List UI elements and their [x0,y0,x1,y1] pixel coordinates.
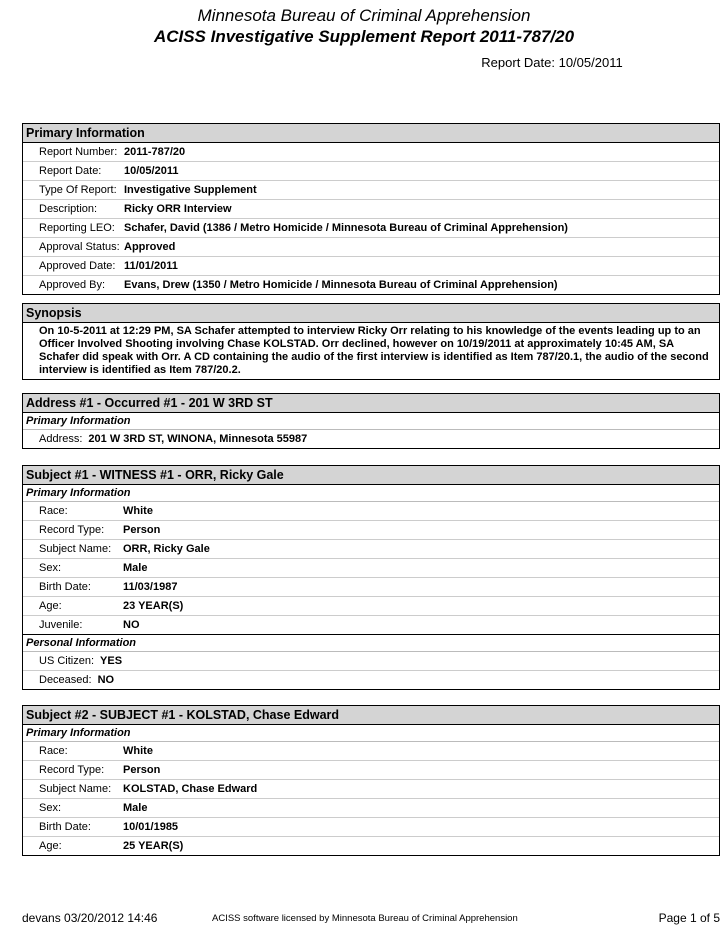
field-value: NO [97,674,115,686]
field-row [23,200,719,219]
subject2-section [22,705,720,856]
field-value: KOLSTAD, Chase Edward [123,783,258,795]
field-value: Approved [124,241,176,253]
report-date-line: Report Date: 10/05/2011 [481,55,623,70]
section-heading: Subject #2 - SUBJECT #1 - KOLSTAD, Chase Edward [23,706,719,725]
field-row [23,238,719,257]
field-label: Record Type: [39,524,105,536]
address-section [22,393,720,449]
field-row [23,671,719,689]
field-label: Subject Name: [39,543,112,555]
field-label: Subject Name: [39,783,112,795]
field-value: ORR, Ricky Gale [123,543,210,555]
field-value: 25 YEAR(S) [123,840,184,852]
field-value: Male [123,802,148,814]
field-value: Male [123,562,148,574]
field-row [23,521,719,540]
field-value: 23 YEAR(S) [123,600,184,612]
field-value: Person [123,524,161,536]
field-row [23,162,719,181]
field-row [23,742,719,761]
section-heading: Subject #1 - WITNESS #1 - ORR, Ricky Gale [23,466,719,485]
field-row [23,276,719,294]
subsection-heading: Primary Information [23,485,719,502]
field-label: Reporting LEO: [39,222,115,234]
subsection-heading: Primary Information [23,725,719,742]
primary-information-section [22,123,720,295]
field-label: Record Type: [39,764,105,776]
field-value: 11/03/1987 [123,581,178,593]
field-row [23,502,719,521]
field-label: Type Of Report: [39,184,117,196]
synopsis-text: On 10-5-2011 at 12:29 PM, SA Schafer attempted to interview Ricky Orr relating to his knowledge of the events leading up to an Officer Involved Shooting involving Chase KOLSTAD. Orr declined, however on 10/19/2011 at approximately 10:45 AM, SA Schafer did speak with Orr. A CD containing the audio of the first interview is identified as Item 787/20.1, the audio of the second interview is identified as Item 787/20.2. [39,325,709,376]
field-value: 11/01/2011 [124,260,178,272]
field-value: 2011-787/20 [124,146,186,158]
section-heading: Address #1 - Occurred #1 - 201 W 3RD ST [23,394,719,413]
field-label: Age: [39,840,62,852]
field-row [23,652,719,671]
subject1-section [22,465,720,690]
footer-page-number: Page 1 of 5 [658,911,720,925]
field-label: Approved Date: [39,260,116,272]
field-label: Report Number: [39,146,118,158]
field-row [23,780,719,799]
field-value: Evans, Drew (1350 / Metro Homicide / Minnesota Bureau of Criminal Apprehension) [124,279,558,291]
subsection-heading: Personal Information [23,634,719,652]
address-label: Address: [39,433,83,445]
field-row [23,761,719,780]
field-value: 10/01/1985 [123,821,179,833]
field-value: Person [123,764,161,776]
field-label: Description: [39,203,98,215]
report-title: ACISS Investigative Supplement Report 2011-787/20 [153,27,575,46]
field-value: Schafer, David (1386 / Metro Homicide / Minnesota Bureau of Criminal Apprehension) [124,222,568,234]
section-heading: Synopsis [23,304,719,323]
address-row [23,430,719,448]
subsection-heading: Primary Information [23,413,719,430]
address-value: 201 W 3RD ST, WINONA, Minnesota 55987 [88,433,308,445]
field-row [23,219,719,238]
field-label: US Citizen: [39,655,95,667]
field-label: Approved By: [39,279,106,291]
field-label: Deceased: [39,674,92,686]
field-row [23,578,719,597]
field-row [23,181,719,200]
field-row [23,818,719,837]
field-row [23,597,719,616]
field-label: Approval Status: [39,241,120,253]
field-label: Report Date: [39,165,102,177]
field-label: Age: [39,600,62,612]
field-label: Race: [39,505,68,517]
field-value: White [123,745,153,757]
field-value: Ricky ORR Interview [124,203,232,215]
field-label: Sex: [39,802,62,814]
field-row [23,559,719,578]
field-row [23,143,719,162]
field-value: YES [100,655,123,667]
field-label: Birth Date: [39,821,91,833]
agency-title: Minnesota Bureau of Criminal Apprehension [197,6,531,25]
field-value: 10/05/2011 [124,165,179,177]
field-label: Juvenile: [39,619,83,631]
field-row [23,799,719,818]
field-value: White [123,505,153,517]
field-row [23,540,719,559]
footer-license: ACISS software licensed by Minnesota Bureau of Criminal Apprehension [212,913,518,924]
footer-user-timestamp: devans 03/20/2012 14:46 [22,911,158,925]
field-label: Birth Date: [39,581,91,593]
field-row [23,616,719,634]
field-label: Race: [39,745,68,757]
section-heading: Primary Information [23,124,719,143]
field-label: Sex: [39,562,62,574]
field-row [23,837,719,855]
synopsis-section [22,303,720,380]
field-value: Investigative Supplement [124,184,257,196]
field-row [23,257,719,276]
field-value: NO [123,619,140,631]
